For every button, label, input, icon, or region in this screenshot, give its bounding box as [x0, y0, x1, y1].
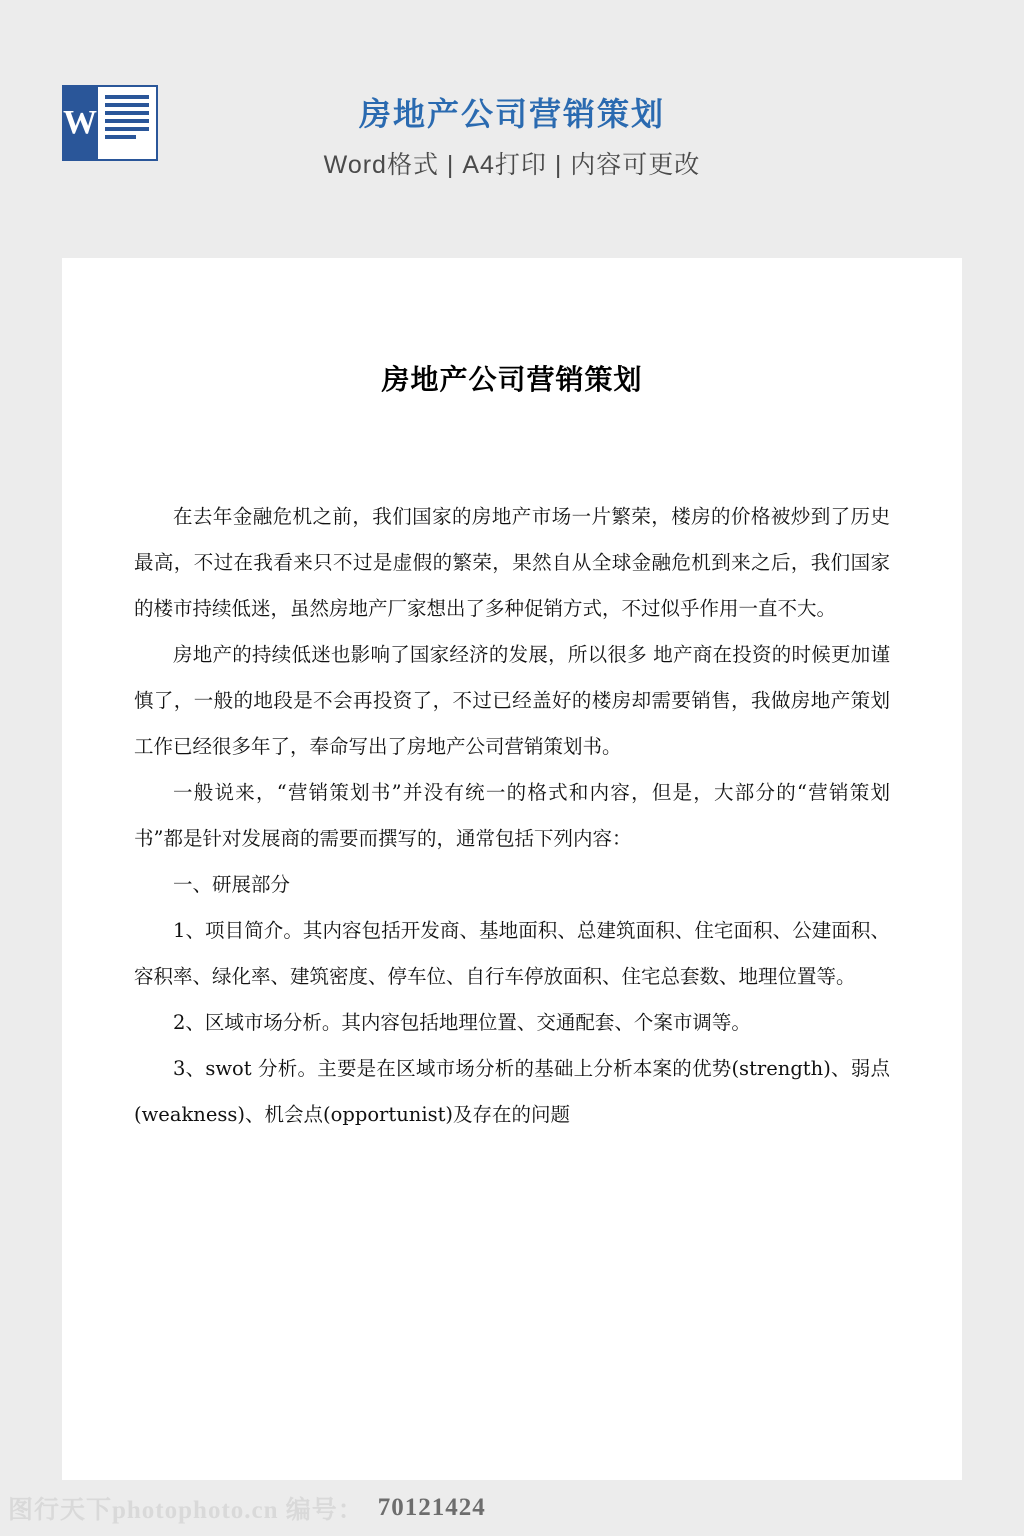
document-title: 房地产公司营销策划: [381, 363, 643, 396]
document-page: [62, 258, 962, 1480]
footer-image-id: 70121424: [377, 1494, 486, 1521]
document-paragraph: 房地产的持续低迷也影响了国家经济的发展，所以很多 地产商在投资的时候更加谨慎了，一般的地段是不会再投资了，不过已经盖好的楼房却需要销售，我做房地产策划工作已经很多年了，奉命写出了房地产公司营销策划书。: [134, 643, 890, 758]
word-logo-letter: W: [62, 85, 98, 161]
header-text-group: [0, 92, 1024, 182]
document-content: [62, 258, 962, 1138]
footer-watermark-text: 图行天下photophoto.cn 编号：: [8, 1497, 364, 1524]
footer-watermark-bar: [0, 1480, 1024, 1536]
document-paragraph: 3、swot 分析。主要是在区域市场分析的基础上分析本案的优势(strength)、弱点(weakness)、机会点(opportunist)及存在的问题: [134, 1057, 890, 1126]
header-title: 房地产公司营销策划: [358, 96, 665, 132]
document-paragraph: 1、项目简介。其内容包括开发商、基地面积、总建筑面积、住宅面积、公建面积、容积率、绿化率、建筑密度、停车位、自行车停放面积、住宅总套数、地理位置等。: [134, 919, 890, 988]
document-paragraph: 在去年金融危机之前，我们国家的房地产市场一片繁荣，楼房的价格被炒到了历史最高，不过在我看来只不过是虚假的繁荣，果然自从全球金融危机到来之后，我们国家的楼市持续低迷，虽然房地产厂家想出了多种促销方式，不过似乎作用一直不大。: [134, 505, 890, 620]
header-subtitle: Word格式 | A4打印 | 内容可更改: [323, 151, 701, 179]
document-paragraph: 2、区域市场分析。其内容包括地理位置、交通配套、个案市调等。: [173, 1011, 751, 1034]
document-paragraph: 一般说来，“营销策划书”并没有统一的格式和内容，但是，大部分的“营销策划书”都是针对发展商的需要而撰写的，通常包括下列内容：: [134, 781, 890, 850]
document-body: [134, 494, 890, 1138]
document-paragraph: 一、研展部分: [173, 873, 291, 896]
header-band: [0, 0, 1024, 258]
